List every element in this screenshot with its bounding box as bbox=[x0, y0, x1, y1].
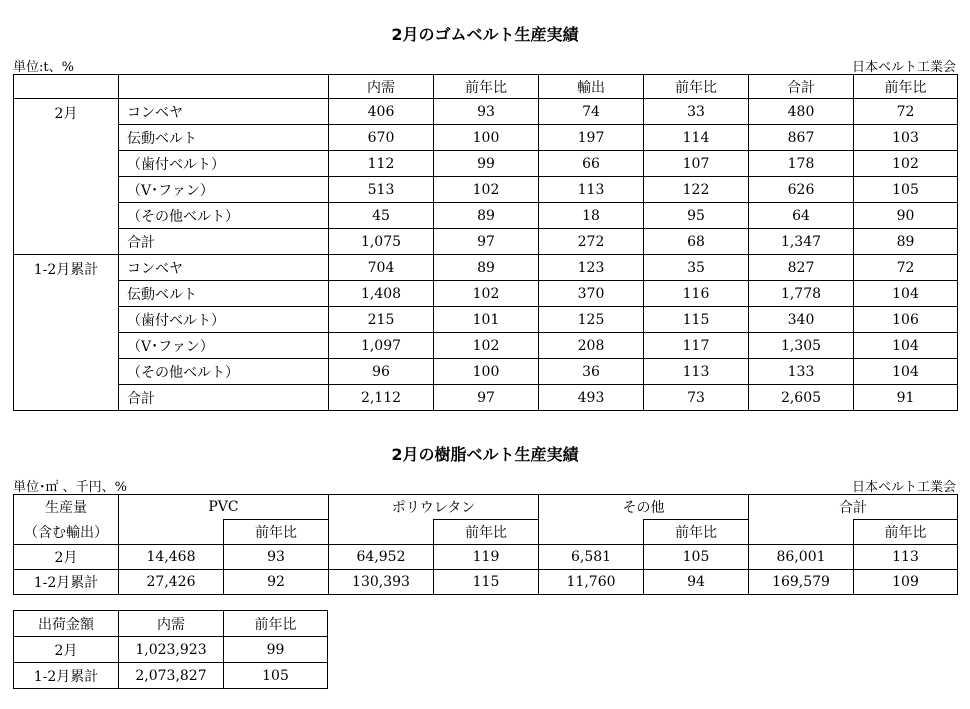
value-cell: 100 bbox=[434, 125, 539, 151]
resin-belt-table bbox=[13, 494, 958, 595]
value-cell: 1,305 bbox=[749, 333, 854, 359]
value-cell: 113 bbox=[854, 545, 958, 570]
table-row bbox=[14, 545, 958, 570]
value-cell: 513 bbox=[329, 177, 434, 203]
resin-corner-bottom: （含む輸出） bbox=[14, 520, 119, 545]
value-cell: 130,393 bbox=[329, 570, 434, 595]
table-row bbox=[14, 307, 958, 333]
table-row bbox=[14, 255, 958, 281]
rubber-header-blank bbox=[119, 75, 329, 99]
value-cell: 116 bbox=[644, 281, 749, 307]
item-label: （その他ベルト） bbox=[119, 359, 329, 385]
table-row bbox=[14, 385, 958, 411]
value-cell: 133 bbox=[749, 359, 854, 385]
resin-org-label: 日本ベルト工業会 bbox=[851, 480, 956, 495]
table-row bbox=[14, 281, 958, 307]
value-cell: 215 bbox=[329, 307, 434, 333]
value-cell: 125 bbox=[539, 307, 644, 333]
resin-sub-blank bbox=[749, 520, 854, 545]
value-cell: 114 bbox=[644, 125, 749, 151]
resin-sub-header: 前年比 bbox=[434, 520, 539, 545]
value-cell: 73 bbox=[644, 385, 749, 411]
table-row bbox=[14, 570, 958, 595]
value-cell: 115 bbox=[644, 307, 749, 333]
value-cell: 95 bbox=[644, 203, 749, 229]
item-label: 伝動ベルト bbox=[119, 125, 329, 151]
rubber-header-row bbox=[14, 75, 958, 99]
value-cell: 104 bbox=[854, 333, 958, 359]
row-label: 1-2月累計 bbox=[14, 663, 119, 689]
value-cell: 64,952 bbox=[329, 545, 434, 570]
row-label: 2月 bbox=[14, 637, 119, 663]
item-label: （V･ファン） bbox=[119, 333, 329, 359]
resin-sub-blank bbox=[329, 520, 434, 545]
value-cell: 68 bbox=[644, 229, 749, 255]
value-cell: 1,778 bbox=[749, 281, 854, 307]
table-row bbox=[14, 177, 958, 203]
value-cell: 867 bbox=[749, 125, 854, 151]
value-cell: 493 bbox=[539, 385, 644, 411]
rubber-org-label: 日本ベルト工業会 bbox=[851, 60, 956, 75]
item-label: （その他ベルト） bbox=[119, 203, 329, 229]
row-label: 1-2月累計 bbox=[14, 570, 119, 595]
shipment-col-header: 出荷金額 bbox=[14, 611, 119, 637]
value-cell: 97 bbox=[434, 229, 539, 255]
table-row bbox=[14, 229, 958, 255]
value-cell: 72 bbox=[854, 99, 958, 125]
item-label: （歯付ベルト） bbox=[119, 307, 329, 333]
rubber-col-header: 前年比 bbox=[434, 75, 539, 99]
value-cell: 93 bbox=[224, 545, 329, 570]
value-cell: 11,760 bbox=[539, 570, 644, 595]
value-cell: 92 bbox=[224, 570, 329, 595]
resin-sub-header: 前年比 bbox=[644, 520, 749, 545]
table-row bbox=[14, 359, 958, 385]
resin-title: 2月の樹脂ベルト生産実績 bbox=[391, 445, 579, 464]
value-cell: 91 bbox=[854, 385, 958, 411]
value-cell: 626 bbox=[749, 177, 854, 203]
value-cell: 112 bbox=[329, 151, 434, 177]
value-cell: 97 bbox=[434, 385, 539, 411]
rubber-col-header: 内需 bbox=[329, 75, 434, 99]
value-cell: 2,112 bbox=[329, 385, 434, 411]
value-cell: 2,073,827 bbox=[119, 663, 224, 689]
shipment-value-table bbox=[13, 610, 328, 689]
value-cell: 89 bbox=[434, 203, 539, 229]
table-row bbox=[14, 151, 958, 177]
item-label: コンベヤ bbox=[119, 255, 329, 281]
item-label: （V･ファン） bbox=[119, 177, 329, 203]
value-cell: 64 bbox=[749, 203, 854, 229]
resin-sub-header: 前年比 bbox=[854, 520, 958, 545]
value-cell: 123 bbox=[539, 255, 644, 281]
value-cell: 670 bbox=[329, 125, 434, 151]
resin-sub-blank bbox=[539, 520, 644, 545]
value-cell: 6,581 bbox=[539, 545, 644, 570]
value-cell: 827 bbox=[749, 255, 854, 281]
resin-header-row-1 bbox=[14, 495, 958, 520]
rubber-col-header: 合計 bbox=[749, 75, 854, 99]
value-cell: 370 bbox=[539, 281, 644, 307]
value-cell: 102 bbox=[854, 151, 958, 177]
value-cell: 105 bbox=[224, 663, 328, 689]
value-cell: 178 bbox=[749, 151, 854, 177]
value-cell: 36 bbox=[539, 359, 644, 385]
value-cell: 115 bbox=[434, 570, 539, 595]
item-label: 合計 bbox=[119, 229, 329, 255]
value-cell: 18 bbox=[539, 203, 644, 229]
shipment-header-row bbox=[14, 611, 328, 637]
value-cell: 72 bbox=[854, 255, 958, 281]
value-cell: 109 bbox=[854, 570, 958, 595]
resin-header-row-2 bbox=[14, 520, 958, 545]
value-cell: 119 bbox=[434, 545, 539, 570]
value-cell: 104 bbox=[854, 359, 958, 385]
value-cell: 1,075 bbox=[329, 229, 434, 255]
period-label: 1-2月累計 bbox=[14, 255, 119, 411]
table-row bbox=[14, 637, 328, 663]
resin-unit-label: 単位･㎡ 、千円、% bbox=[13, 480, 127, 495]
value-cell: 99 bbox=[224, 637, 328, 663]
value-cell: 113 bbox=[644, 359, 749, 385]
value-cell: 105 bbox=[854, 177, 958, 203]
resin-group-header-polyurethane: ポリウレタン bbox=[329, 495, 539, 520]
value-cell: 105 bbox=[644, 545, 749, 570]
rubber-col-header: 輸出 bbox=[539, 75, 644, 99]
value-cell: 90 bbox=[854, 203, 958, 229]
value-cell: 1,408 bbox=[329, 281, 434, 307]
value-cell: 89 bbox=[854, 229, 958, 255]
value-cell: 100 bbox=[434, 359, 539, 385]
value-cell: 208 bbox=[539, 333, 644, 359]
rubber-title: 2月のゴムベルト生産実績 bbox=[391, 25, 579, 44]
table-row bbox=[14, 125, 958, 151]
item-label: （歯付ベルト） bbox=[119, 151, 329, 177]
resin-sub-blank bbox=[119, 520, 224, 545]
value-cell: 101 bbox=[434, 307, 539, 333]
value-cell: 14,468 bbox=[119, 545, 224, 570]
value-cell: 1,347 bbox=[749, 229, 854, 255]
resin-corner-top: 生産量 bbox=[14, 495, 119, 520]
value-cell: 89 bbox=[434, 255, 539, 281]
resin-sub-header: 前年比 bbox=[224, 520, 329, 545]
value-cell: 96 bbox=[329, 359, 434, 385]
rubber-belt-table bbox=[13, 74, 958, 411]
period-label: 2月 bbox=[14, 99, 119, 255]
value-cell: 104 bbox=[854, 281, 958, 307]
item-label: 伝動ベルト bbox=[119, 281, 329, 307]
value-cell: 35 bbox=[644, 255, 749, 281]
value-cell: 94 bbox=[644, 570, 749, 595]
rubber-header-blank bbox=[14, 75, 119, 99]
value-cell: 2,605 bbox=[749, 385, 854, 411]
value-cell: 197 bbox=[539, 125, 644, 151]
resin-group-header-pvc: PVC bbox=[119, 495, 329, 520]
value-cell: 117 bbox=[644, 333, 749, 359]
resin-group-header-total: 合計 bbox=[749, 495, 958, 520]
value-cell: 122 bbox=[644, 177, 749, 203]
value-cell: 113 bbox=[539, 177, 644, 203]
row-label: 2月 bbox=[14, 545, 119, 570]
value-cell: 103 bbox=[854, 125, 958, 151]
table-row bbox=[14, 203, 958, 229]
value-cell: 169,579 bbox=[749, 570, 854, 595]
item-label: 合計 bbox=[119, 385, 329, 411]
shipment-col-header: 前年比 bbox=[224, 611, 328, 637]
value-cell: 74 bbox=[539, 99, 644, 125]
value-cell: 704 bbox=[329, 255, 434, 281]
rubber-unit-label: 単位:t、% bbox=[13, 60, 74, 75]
value-cell: 340 bbox=[749, 307, 854, 333]
table-row bbox=[14, 333, 958, 359]
value-cell: 480 bbox=[749, 99, 854, 125]
rubber-col-header: 前年比 bbox=[854, 75, 958, 99]
table-row bbox=[14, 99, 958, 125]
value-cell: 102 bbox=[434, 177, 539, 203]
value-cell: 107 bbox=[644, 151, 749, 177]
value-cell: 406 bbox=[329, 99, 434, 125]
value-cell: 27,426 bbox=[119, 570, 224, 595]
value-cell: 33 bbox=[644, 99, 749, 125]
value-cell: 99 bbox=[434, 151, 539, 177]
value-cell: 66 bbox=[539, 151, 644, 177]
shipment-col-header: 内需 bbox=[119, 611, 224, 637]
rubber-col-header: 前年比 bbox=[644, 75, 749, 99]
value-cell: 1,097 bbox=[329, 333, 434, 359]
resin-group-header-other: その他 bbox=[539, 495, 749, 520]
value-cell: 93 bbox=[434, 99, 539, 125]
value-cell: 102 bbox=[434, 333, 539, 359]
value-cell: 45 bbox=[329, 203, 434, 229]
value-cell: 272 bbox=[539, 229, 644, 255]
value-cell: 102 bbox=[434, 281, 539, 307]
value-cell: 86,001 bbox=[749, 545, 854, 570]
value-cell: 106 bbox=[854, 307, 958, 333]
table-row bbox=[14, 663, 328, 689]
item-label: コンベヤ bbox=[119, 99, 329, 125]
value-cell: 1,023,923 bbox=[119, 637, 224, 663]
